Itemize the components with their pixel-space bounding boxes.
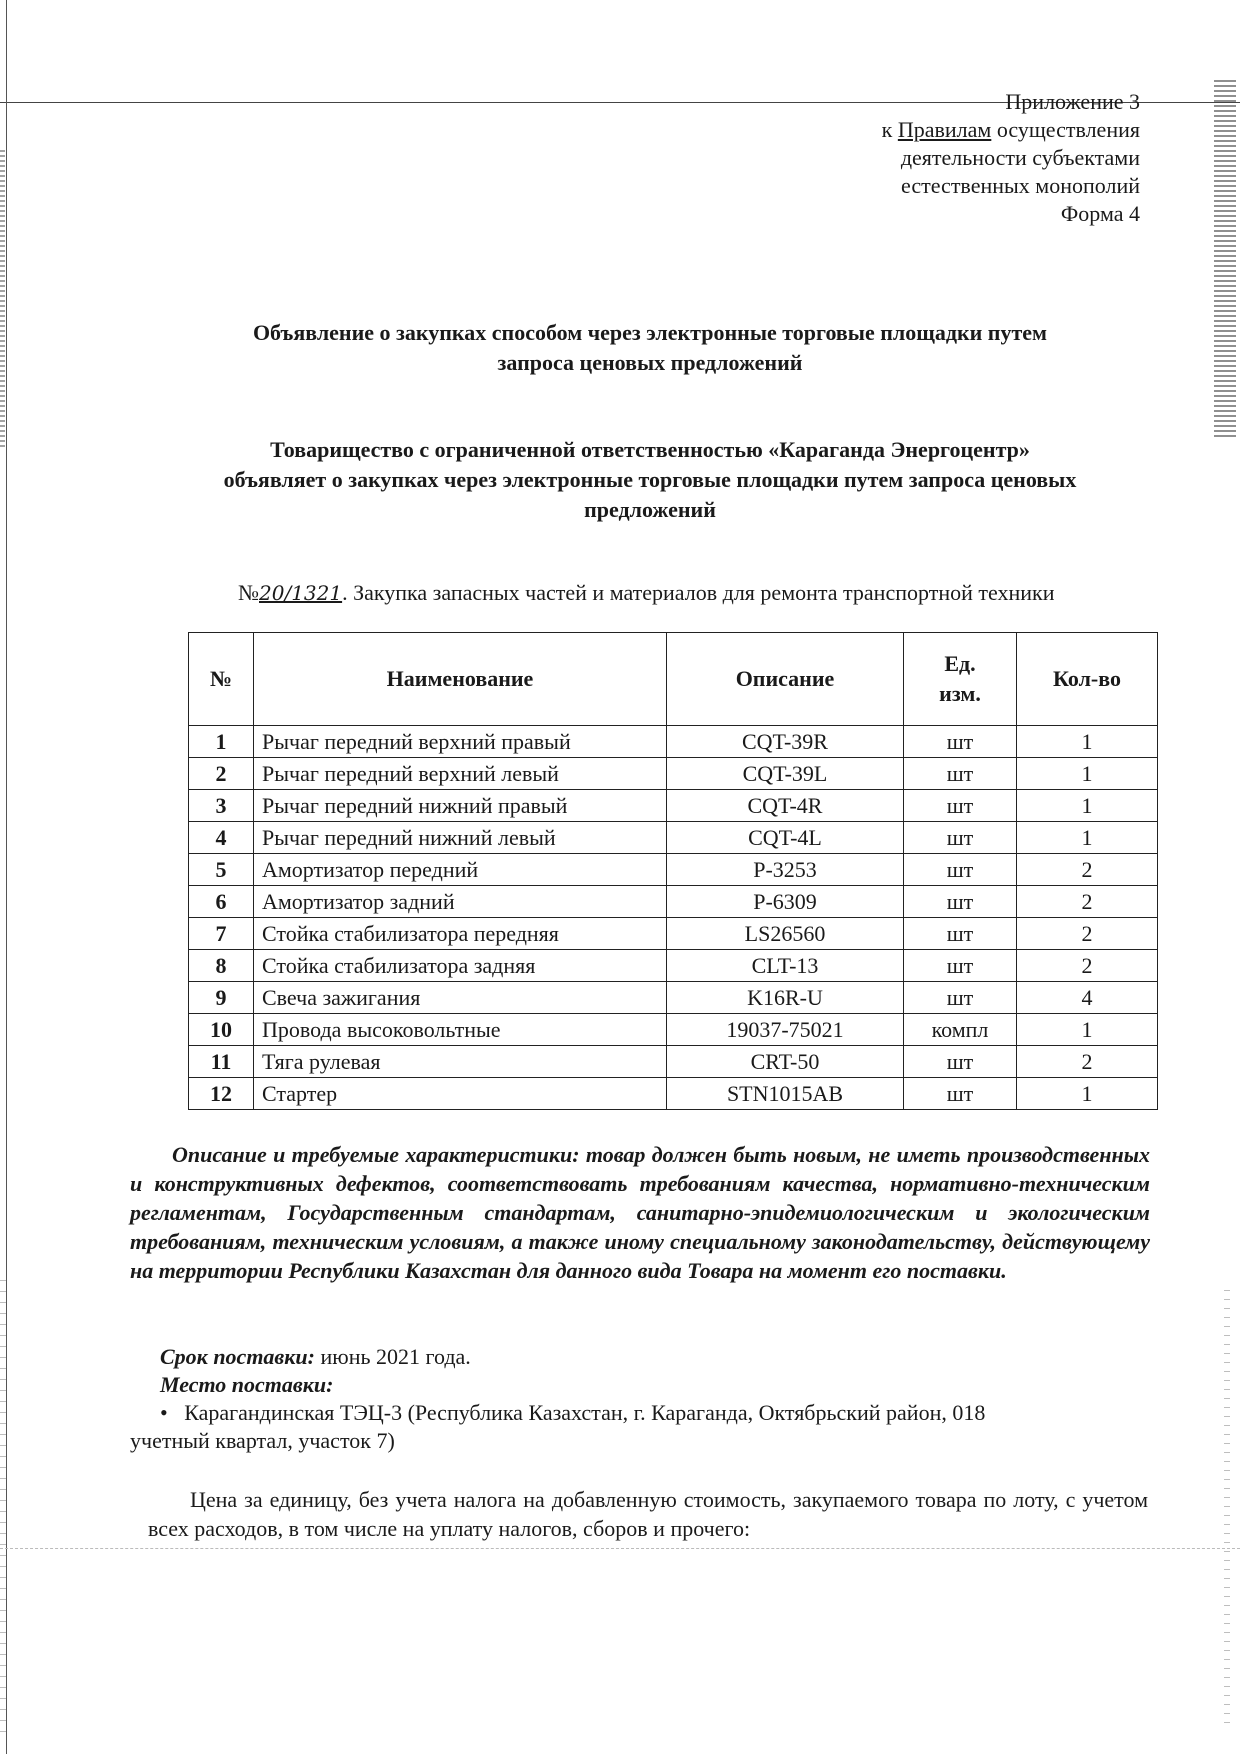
cell-num: 10 xyxy=(189,1014,254,1046)
cell-desc: CQT-39L xyxy=(667,758,904,790)
cell-name: Рычаг передний верхний левый xyxy=(254,758,667,790)
header-unit-line1: Ед. xyxy=(944,651,976,676)
cell-desc: CRT-50 xyxy=(667,1046,904,1078)
appendix-suffix: осуществления xyxy=(991,117,1140,142)
cell-name: Стойка стабилизатора задняя xyxy=(254,950,667,982)
table-row xyxy=(189,758,1158,790)
cell-num: 6 xyxy=(189,886,254,918)
cell-unit: шт xyxy=(904,790,1017,822)
delivery-term xyxy=(130,1343,1150,1371)
cell-unit: шт xyxy=(904,1046,1017,1078)
scan-artifact-left-edge-lower xyxy=(0,1280,6,1740)
cell-qty: 1 xyxy=(1017,1078,1158,1110)
cell-unit: шт xyxy=(904,950,1017,982)
lot-number: 20/1321 xyxy=(259,581,343,605)
cell-desc: CQT-4L xyxy=(667,822,904,854)
table-row xyxy=(189,1046,1158,1078)
cell-name: Провода высоковольтные xyxy=(254,1014,667,1046)
document-title xyxy=(160,318,1140,378)
cell-num: 12 xyxy=(189,1078,254,1110)
delivery-place-value: Карагандинская ТЭЦ-3 (Республика Казахстан, г. Караганда, Октябрьский район, 018 xyxy=(184,1400,986,1425)
org-line: объявляет о закупках через электронные торговые площадки путем запроса ценовых xyxy=(223,467,1077,492)
cell-unit: компл xyxy=(904,1014,1017,1046)
cell-name: Рычаг передний верхний правый xyxy=(254,726,667,758)
appendix-prefix: к xyxy=(881,117,898,142)
table-header-row xyxy=(189,633,1158,726)
cell-qty: 2 xyxy=(1017,886,1158,918)
cell-unit: шт xyxy=(904,726,1017,758)
header-unit xyxy=(904,633,1017,726)
cell-num: 8 xyxy=(189,950,254,982)
cell-qty: 2 xyxy=(1017,950,1158,982)
title-line: запроса ценовых предложений xyxy=(497,350,803,375)
cell-unit: шт xyxy=(904,822,1017,854)
cell-desc: STN1015AB xyxy=(667,1078,904,1110)
cell-desc: LS26560 xyxy=(667,918,904,950)
items-table xyxy=(188,632,1158,1110)
appendix-line xyxy=(882,116,1140,144)
lot-prefix: № xyxy=(238,580,259,605)
cell-name: Амортизатор передний xyxy=(254,854,667,886)
cell-qty: 1 xyxy=(1017,790,1158,822)
delivery-place-continuation: учетный квартал, участок 7) xyxy=(130,1428,395,1453)
lot-text: . Закупка запасных частей и материалов для ремонта транспортной техники xyxy=(342,580,1055,605)
delivery-term-label: Срок поставки: xyxy=(160,1344,315,1369)
header-num: № xyxy=(189,633,254,726)
cell-qty: 2 xyxy=(1017,918,1158,950)
header-qty: Кол-во xyxy=(1017,633,1158,726)
scan-artifact-bottom-line xyxy=(0,1548,1240,1549)
header-unit-line2: изм. xyxy=(939,681,981,706)
cell-name: Стойка стабилизатора передняя xyxy=(254,918,667,950)
cell-name: Рычаг передний нижний правый xyxy=(254,790,667,822)
cell-qty: 2 xyxy=(1017,1046,1158,1078)
cell-desc: CLT-13 xyxy=(667,950,904,982)
delivery-section xyxy=(130,1343,1150,1455)
cell-qty: 2 xyxy=(1017,854,1158,886)
cell-qty: 1 xyxy=(1017,758,1158,790)
appendix-header xyxy=(882,88,1140,228)
cell-num: 1 xyxy=(189,726,254,758)
cell-num: 4 xyxy=(189,822,254,854)
table-row xyxy=(189,726,1158,758)
cell-unit: шт xyxy=(904,758,1017,790)
requirements-paragraph: Описание и требуемые характеристики: товар должен быть новым, не иметь производственных и конструктивных дефектов, соответствовать требованиям качества, нормативно-техническим регламентам, Государственным стандартам, санитарно-эпидемиологическим и экологическим требованиям, техническим условиям, а также иному специальному законодательству, действующему на территории Республики Казахстан для данного вида Товара на момент его поставки. xyxy=(130,1142,1150,1283)
cell-unit: шт xyxy=(904,1078,1017,1110)
delivery-place-label-row xyxy=(130,1371,1150,1399)
table-row xyxy=(189,918,1158,950)
table-row xyxy=(189,886,1158,918)
cell-unit: шт xyxy=(904,918,1017,950)
cell-desc: P-6309 xyxy=(667,886,904,918)
organization-announcement xyxy=(160,435,1140,525)
org-line: Товарищество с ограниченной ответственностью «Караганда Энергоцентр» xyxy=(270,437,1030,462)
cell-desc: 19037-75021 xyxy=(667,1014,904,1046)
table-row xyxy=(189,950,1158,982)
price-paragraph: Цена за единицу, без учета налога на добавленную стоимость, закупаемого товара по лоту, с учетом всех расходов, в том числе на уплату налогов, сборов и прочего: xyxy=(148,1487,1148,1541)
delivery-place-row xyxy=(130,1399,1150,1427)
cell-unit: шт xyxy=(904,854,1017,886)
scan-artifact-left-line xyxy=(6,0,7,1754)
table-row xyxy=(189,982,1158,1014)
cell-qty: 1 xyxy=(1017,726,1158,758)
cell-num: 9 xyxy=(189,982,254,1014)
org-line: предложений xyxy=(584,497,716,522)
cell-name: Тяга рулевая xyxy=(254,1046,667,1078)
delivery-term-value: июнь 2021 года. xyxy=(314,1344,471,1369)
appendix-line: естественных монополий xyxy=(901,173,1140,198)
lot-line xyxy=(238,580,1054,606)
cell-desc: CQT-39R xyxy=(667,726,904,758)
scan-artifact-right-edge xyxy=(1214,80,1236,440)
cell-num: 7 xyxy=(189,918,254,950)
cell-desc: P-3253 xyxy=(667,854,904,886)
cell-name: Рычаг передний нижний левый xyxy=(254,822,667,854)
cell-qty: 4 xyxy=(1017,982,1158,1014)
bullet-icon: • xyxy=(160,1400,168,1425)
cell-unit: шт xyxy=(904,886,1017,918)
cell-name: Стартер xyxy=(254,1078,667,1110)
cell-qty: 1 xyxy=(1017,1014,1158,1046)
table-row xyxy=(189,1078,1158,1110)
table-row xyxy=(189,822,1158,854)
cell-unit: шт xyxy=(904,982,1017,1014)
table-row xyxy=(189,854,1158,886)
cell-desc: K16R-U xyxy=(667,982,904,1014)
scan-artifact-right-edge-lower xyxy=(1224,1290,1230,1730)
cell-qty: 1 xyxy=(1017,822,1158,854)
scan-artifact-left-edge xyxy=(0,150,5,450)
cell-num: 11 xyxy=(189,1046,254,1078)
cell-name: Амортизатор задний xyxy=(254,886,667,918)
appendix-line: деятельности субъектами xyxy=(900,145,1140,170)
header-name: Наименование xyxy=(254,633,667,726)
header-desc: Описание xyxy=(667,633,904,726)
cell-num: 3 xyxy=(189,790,254,822)
cell-num: 5 xyxy=(189,854,254,886)
table-row xyxy=(189,1014,1158,1046)
title-line: Объявление о закупках способом через электронные торговые площадки путем xyxy=(252,320,1048,345)
cell-name: Свеча зажигания xyxy=(254,982,667,1014)
cell-desc: CQT-4R xyxy=(667,790,904,822)
rules-link[interactable]: Правилам xyxy=(897,117,992,142)
form-number: Форма 4 xyxy=(1060,201,1140,226)
appendix-line: Приложение 3 xyxy=(1005,89,1140,114)
cell-num: 2 xyxy=(189,758,254,790)
table-row xyxy=(189,790,1158,822)
delivery-place-label: Место поставки: xyxy=(160,1372,334,1397)
